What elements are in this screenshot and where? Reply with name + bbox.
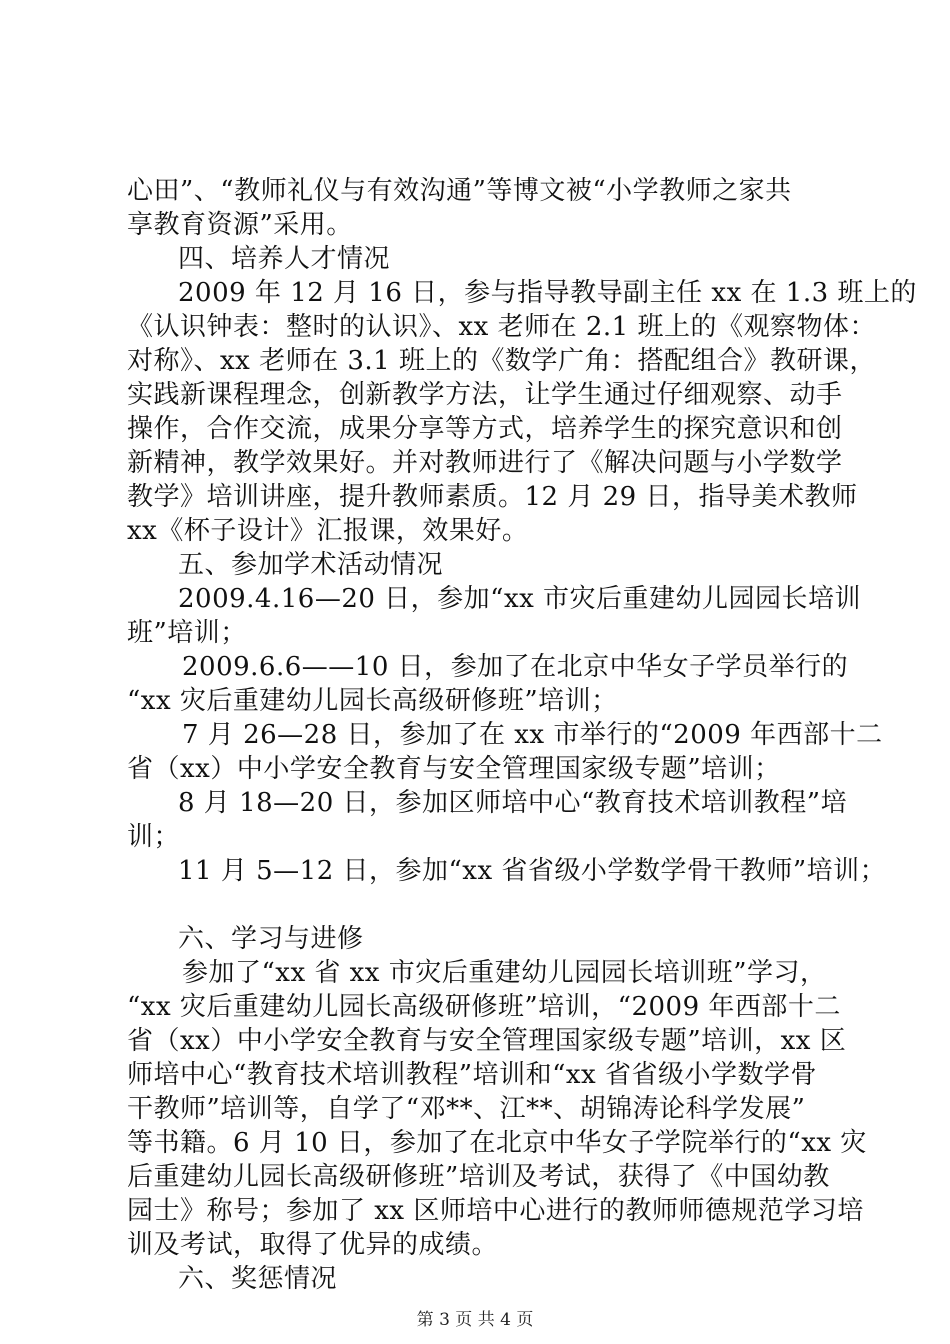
- section-heading: 六、奖惩情况: [178, 1264, 338, 1294]
- paragraph-first-line: 2009 年 12 月 16 日，参与指导教导副主任 xx 在 1.3 班上的: [178, 278, 917, 308]
- paragraph-first-line: 7 月 26—28 日，参加了在 xx 市举行的“2009 年西部十二: [182, 720, 883, 750]
- body-text-line: 新精神，教学效果好。并对教师进行了《解决问题与小学数学: [127, 448, 843, 478]
- body-text-line: 心田”、“教师礼仪与有效沟通”等博文被“小学教师之家共: [127, 176, 792, 206]
- body-text-line: 师培中心“教育技术培训教程”培训和“xx 省省级小学数学骨: [127, 1060, 817, 1090]
- body-text-line: 省（xx）中小学安全教育与安全管理国家级专题”培训；: [127, 754, 781, 784]
- body-text-line: 教学》培训讲座，提升教师素质。12 月 29 日，指导美术教师: [127, 482, 858, 512]
- body-text-line: 班”培训；: [127, 618, 247, 648]
- paragraph-first-line: 11 月 5—12 日，参加“xx 省省级小学数学骨干教师”培训；: [178, 856, 887, 886]
- body-text-line: 等书籍。6 月 10 日，参加了在北京中华女子学院举行的“xx 灾: [127, 1128, 867, 1158]
- body-text-line: 训；: [127, 822, 181, 852]
- body-text-line: 园士》称号；参加了 xx 区师培中心进行的教师师德规范学习培: [127, 1196, 864, 1226]
- body-text-line: 《认识钟表：整时的认识》、xx 老师在 2.1 班上的《观察物体：: [127, 312, 876, 342]
- body-text-line: 省（xx）中小学安全教育与安全管理国家级专题”培训，xx 区: [127, 1026, 847, 1056]
- body-text-line: 后重建幼儿园长高级研修班”培训及考试，获得了《中国幼教: [127, 1162, 830, 1192]
- body-text-line: 操作，合作交流，成果分享等方式，培养学生的探究意识和创: [127, 414, 843, 444]
- body-text-line: 对称》、xx 老师在 3.1 班上的《数学广角：搭配组合》教研课，: [127, 346, 876, 376]
- body-text-line: xx《杯子设计》汇报课，效果好。: [127, 516, 529, 546]
- body-text-line: “xx 灾后重建幼儿园长高级研修班”培训；: [127, 686, 618, 716]
- paragraph-first-line: 2009.4.16—20 日，参加“xx 市灾后重建幼儿园园长培训: [178, 584, 862, 614]
- section-heading: 六、学习与进修: [178, 924, 364, 954]
- body-text-line: 干教师”培训等，自学了“邓**、江**、胡锦涛论科学发展”: [127, 1094, 806, 1124]
- body-text-line: 训及考试，取得了优异的成绩。: [127, 1230, 499, 1260]
- body-text-line: 享教育资源”采用。: [127, 210, 353, 240]
- paragraph-first-line: 2009.6.6——10 日，参加了在北京中华女子学员举行的: [182, 652, 849, 682]
- body-text-line: 实践新课程理念，创新教学方法，让学生通过仔细观察、动手: [127, 380, 843, 410]
- page-footer: 第 3 页 共 4 页: [416, 1310, 534, 1330]
- section-heading: 四、培养人才情况: [178, 244, 391, 274]
- paragraph-first-line: 8 月 18—20 日，参加区师培中心“教育技术培训教程”培: [178, 788, 848, 818]
- section-heading: 五、参加学术活动情况: [178, 550, 444, 580]
- body-text-line: “xx 灾后重建幼儿园长高级研修班”培训，“2009 年西部十二: [127, 992, 841, 1022]
- paragraph-first-line: 参加了“xx 省 xx 市灾后重建幼儿园园长培训班”学习，: [182, 958, 827, 988]
